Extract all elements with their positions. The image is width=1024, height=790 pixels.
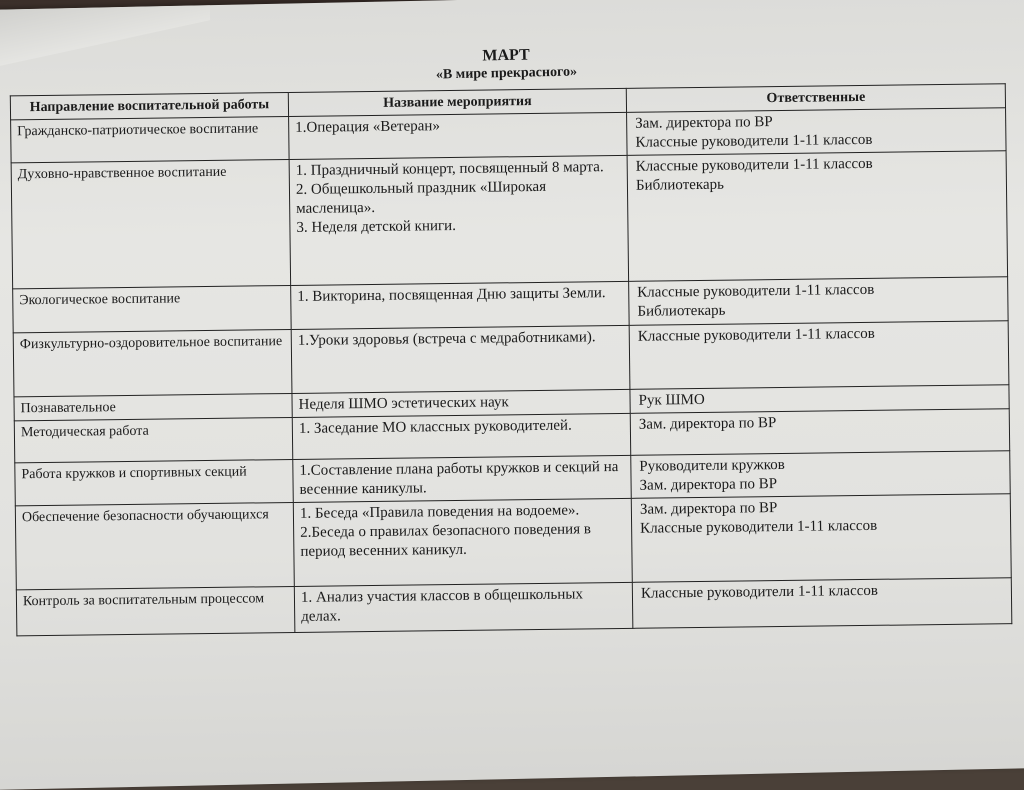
event-item: Неделя ШМО эстетических наук: [298, 394, 509, 413]
cell-events: [294, 582, 633, 632]
event-item: 1. Заседание МО классных руководителей.: [298, 417, 572, 437]
event-item: 1. Викторина, посвященная Дню защиты Земли.: [297, 285, 606, 305]
cell-events: [292, 413, 630, 459]
event-item: 2. Общешкольный праздник «Широкая масленица».: [295, 178, 547, 217]
cell-direction: Духовно-нравственное воспитание: [11, 159, 291, 288]
cell-direction: Работа кружков и спортивных секций: [15, 459, 294, 505]
event-item: 1. Праздничный концерт, посвященный 8 марта.: [295, 159, 604, 179]
responsible-item: Рук ШМО: [638, 391, 705, 409]
column-header-event: Название мероприятия: [288, 88, 626, 116]
page-subtitle: «В мире прекрасного»: [435, 64, 578, 83]
cell-direction: Обеспечение безопасности обучающихся: [15, 502, 294, 589]
column-header-responsible: Ответственные: [626, 84, 1005, 113]
cell-direction: Методическая работа: [14, 417, 292, 462]
responsible-item: Зам. директора по ВР: [639, 476, 778, 494]
responsible-item: Классные руководители 1-11 классов: [640, 582, 879, 602]
table-row: [13, 321, 1009, 397]
responsible-item: Классные руководители 1-11 классов: [640, 517, 878, 537]
cell-events: [289, 155, 629, 285]
responsible-item: Классные руководители 1-11 классов: [635, 155, 873, 175]
page-title: МАРТ: [482, 46, 530, 65]
event-item: 2.Беседа о правилах безопасного поведения в период весенних каникул.: [300, 521, 591, 560]
column-header-direction: Направление воспитательной работы: [10, 92, 288, 119]
cell-direction: Физкультурно-оздоровительное воспитание: [13, 329, 292, 396]
cell-events: [291, 325, 630, 393]
table-row: [11, 151, 1007, 289]
responsible-item: Библиотекарь: [637, 302, 726, 320]
responsible-item: Зам. директора по ВР: [638, 415, 777, 433]
cell-responsible: [627, 108, 1006, 156]
responsible-item: Классные руководители 1-11 классов: [635, 131, 873, 151]
event-item: 1.Уроки здоровья (встреча с медработниками).: [297, 329, 596, 349]
responsible-item: Зам. директора по ВР: [639, 500, 778, 518]
event-item: 1. Анализ участия классов в общешкольных делах.: [300, 586, 584, 625]
cell-events: [293, 455, 632, 502]
cell-responsible: [629, 277, 1009, 326]
event-item: 3. Неделя детской книги.: [296, 217, 457, 236]
cell-responsible: [631, 451, 1010, 499]
plan-table: [10, 83, 1013, 636]
cell-responsible: [631, 494, 1011, 583]
responsible-item: Библиотекарь: [635, 176, 725, 194]
cell-direction: Экологическое воспитание: [13, 285, 292, 332]
cell-responsible: [632, 578, 1012, 629]
cell-direction: Гражданско-патриотическое воспитание: [11, 116, 290, 162]
responsible-item: Зам. директора по ВР: [635, 114, 773, 132]
cell-responsible: [630, 409, 1009, 456]
cell-events: [291, 281, 630, 329]
cell-direction: Контроль за воспитательным процессом: [16, 586, 295, 635]
cell-events: [293, 498, 632, 586]
event-item: 1.Операция «Ветеран»: [295, 118, 441, 136]
event-item: 1.Составление плана работы кружков и секций на весенние каникулы.: [299, 458, 619, 498]
title-block: [381, 44, 632, 85]
responsible-item: Классные руководители 1-11 классов: [637, 325, 875, 345]
cell-responsible: [627, 151, 1008, 282]
event-item: 1. Беседа «Правила поведения на водоеме».: [299, 502, 580, 522]
responsible-item: Руководители кружков: [639, 456, 785, 475]
cell-responsible: [629, 321, 1009, 390]
cell-direction: Познавательное: [14, 393, 292, 420]
responsible-item: Классные руководители 1-11 классов: [637, 281, 875, 301]
table-row: [15, 494, 1011, 590]
paper-curl: [0, 5, 211, 70]
cell-events: [289, 112, 628, 159]
